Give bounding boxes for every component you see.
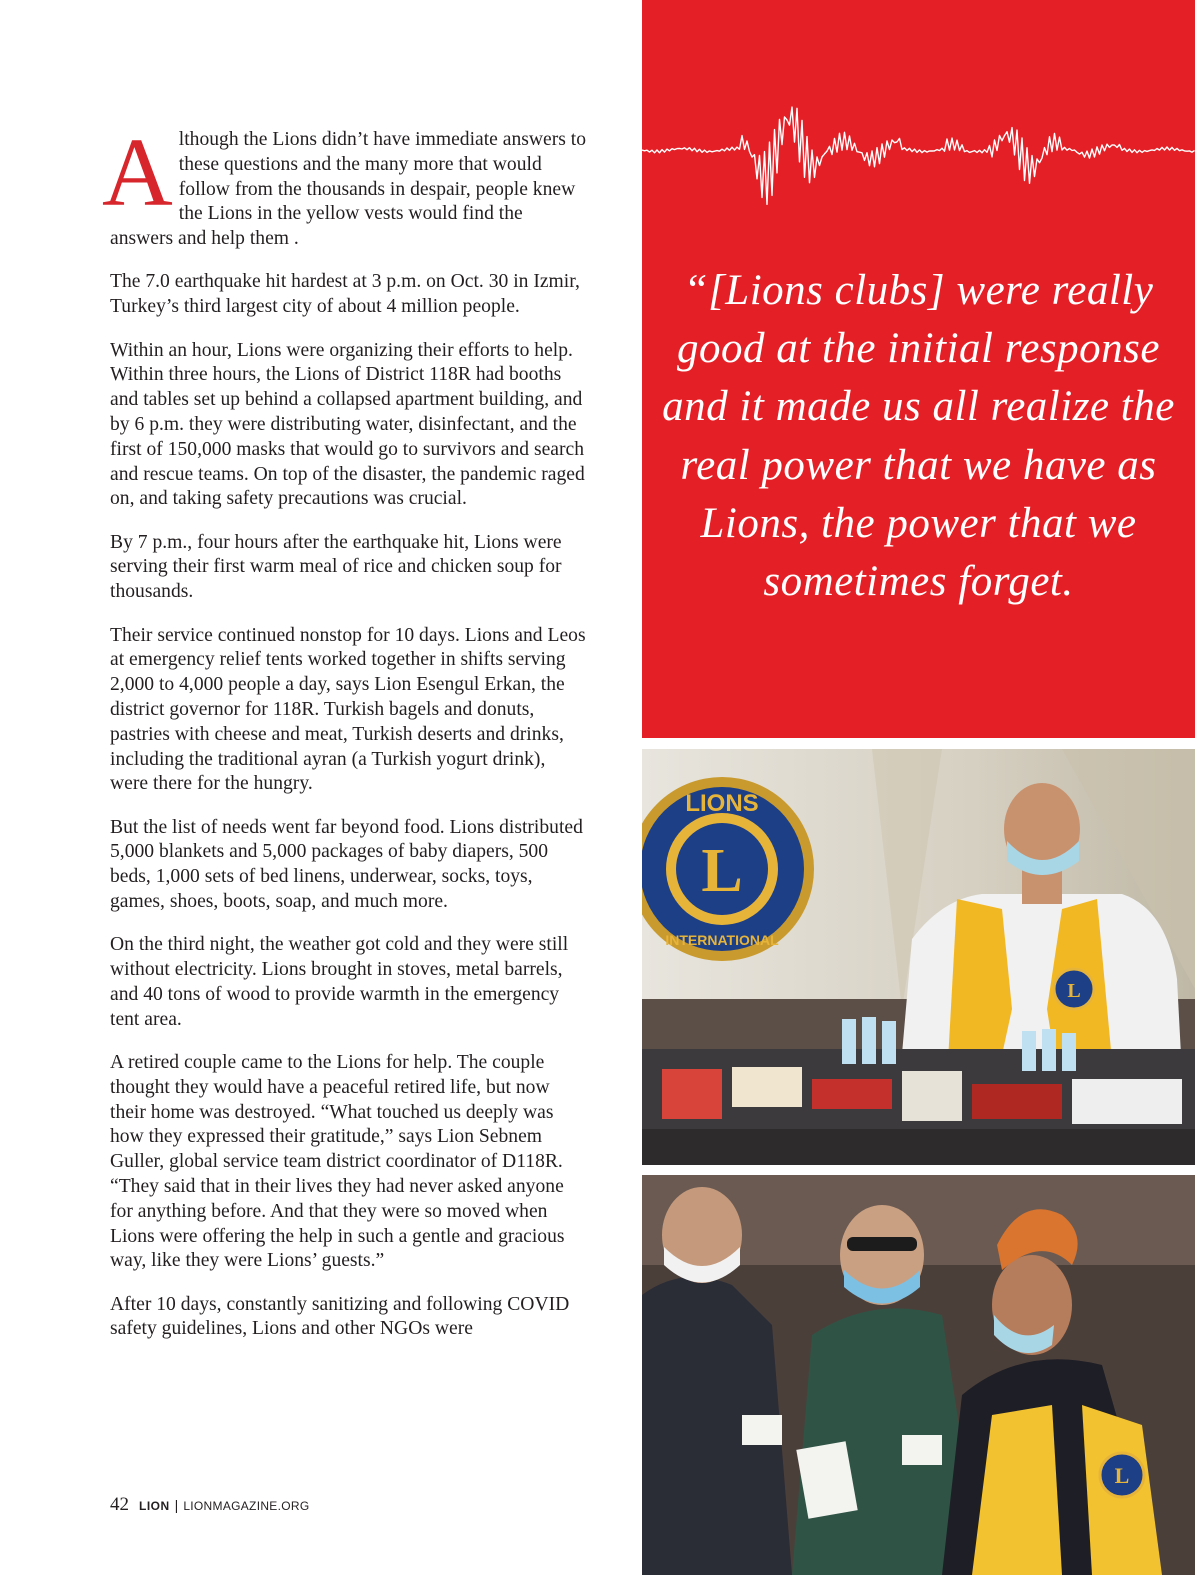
photo-volunteers-distributing-food (642, 1175, 1195, 1575)
magazine-name: LION (139, 1499, 170, 1513)
article-paragraph: By 7 p.m., four hours after the earthquake hit, Lions were serving their first warm meal of rice and chicken soup for thousands. (110, 531, 562, 603)
photo-volunteer-at-supply-table (642, 749, 1195, 1165)
article-paragraph: After 10 days, constantly sanitizing and following COVID safety guidelines, Lions and other NGOs were (110, 1293, 570, 1340)
article-paragraph: Within an hour, Lions were organizing their efforts to help. Within three hours, the Lions of District 118R had booths and tables set up behind a collapsed apartment building, and by 6 p.m. they were distributing water, disinfectant, and the first of 150,000 masks that would go to survivors and search and rescue teams. On top of the disaster, the pandemic raged on, and taking safety precautions was crucial. (110, 339, 585, 510)
vest-emblem-letter: L (1114, 1463, 1130, 1488)
footer-separator: | (174, 1497, 179, 1513)
page-footer (110, 1494, 309, 1516)
drop-cap: A (102, 119, 173, 227)
website-link[interactable]: LIONMAGAZINE.ORG (183, 1499, 310, 1513)
emblem-bottom-text: INTERNATIONAL (665, 932, 779, 948)
article-paragraph: A retired couple came to the Lions for help. The couple thought they would have a peaceful retired life, but now their home was destroyed. “What touched us deeply was how they expressed their gratitude,” says Lion Sebnem Guller, global service team district coordinator of D118R. “They said that in their lives they had never asked anyone for anything before. And that they were so moved when Lions were offering the help in such a gentle and gracious way, like they were Lions’ guests.” (110, 1052, 565, 1272)
paragraph-text: lthough the Lions didn’t have immediate answers to these questions and the many more that would follow from the thousands in despair, people knew the Lions in the yellow vests would find the answers and help them . (110, 129, 587, 250)
vest-emblem-letter: L (1067, 980, 1081, 1002)
article-paragraph: Their service continued nonstop for 10 days. Lions and Leos at emergency relief tents worked together in shifts serving 2,000 to 4,000 people a day, says Lion Esengul Erkan, the district governor for 118R. Turkish bagels and donuts, pastries with cheese and meat, Turkish deserts and drinks, including the traditional ayran (a Turkish yogurt drink), were there for the hungry. (110, 624, 586, 795)
article-paragraph: On the third night, the weather got cold and they were still without electricity. Lions brought in stoves, metal barrels, and 40 tons of wood to provide warmth in the emergency tent area. (110, 934, 569, 1030)
emblem-letter: L (701, 837, 743, 905)
article-paragraph: The 7.0 earthquake hit hardest at 3 p.m. on Oct. 30 in Izmir, Turkey’s third largest city of about 4 million people. (110, 271, 580, 318)
emblem-top-text: LIONS (685, 790, 759, 817)
article-paragraph (102, 119, 588, 252)
seismograph-icon (642, 55, 1195, 205)
page-number: 42 (110, 1494, 129, 1515)
article-body (102, 119, 588, 1361)
article-paragraph: But the list of needs went far beyond food. Lions distributed 5,000 blankets and 5,000 packages of baby diapers, 500 beds, 1,000 sets of bed linens, underwear, socks, toys, games, shoes, boots, soap, and much more. (110, 816, 583, 913)
pull-quote-panel (642, 0, 1195, 738)
pull-quote: “[Lions clubs] were really good at the initial response and it made us all realize the real power that we have as Lions, the power that we sometimes forget. (662, 267, 1175, 606)
